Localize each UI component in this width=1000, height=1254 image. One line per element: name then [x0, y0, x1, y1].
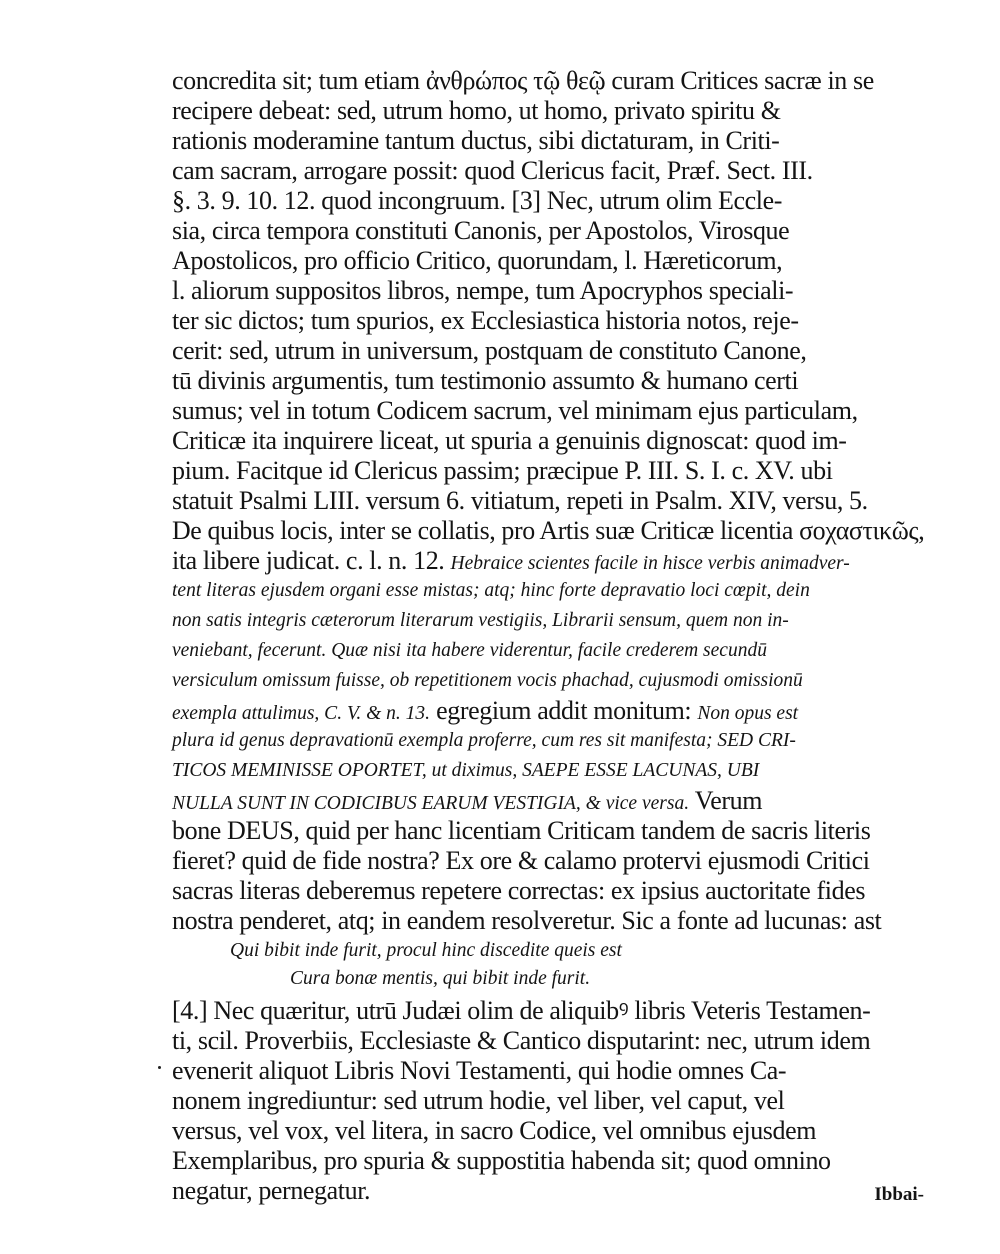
- text-line-5: §. 3. 9. 10. 12. quod incongruum. [3] Nec, utrum olim Eccle-: [172, 186, 782, 215]
- roman-text: egregium addit monitum:: [436, 696, 692, 725]
- text-line-29: nostra penderet, atq; in eandem resolveretur. Sic a fonte ad lucunas: ast: [172, 906, 882, 935]
- text-line-33: ti, scil. Proverbiis, Ecclesiaste & Cantico disputarint: nec, utrum idem: [172, 1026, 871, 1055]
- text-line-9: ter sic dictos; tum spurios, ex Ecclesiastica historia notos, reje-: [172, 306, 799, 335]
- text-line-22: [172, 696, 798, 729]
- text-line-6: sia, circa tempora constituti Canonis, per Apostolos, Virosque: [172, 216, 790, 245]
- roman-text: ita libere judicat. c. l. n. 12.: [172, 546, 445, 575]
- text-line-28: sacras literas deberemus repetere correctas: ex ipsius auctoritate fides: [172, 876, 866, 905]
- text-line-11: tū divinis argumentis, tum testimonio assumto & humano certi: [172, 366, 799, 395]
- text-line-8: l. aliorum suppositos libros, nempe, tum Apocryphos speciali-: [172, 276, 794, 305]
- italic-quote: Hebraice scientes facile in hisce verbis animadver-: [450, 553, 850, 574]
- text-line-2: recipere debeat: sed, utrum homo, ut homo, privato spiritu &: [172, 96, 781, 125]
- roman-text: Verum: [694, 786, 763, 815]
- margin-mark: [158, 1066, 161, 1069]
- italic-line-3: veniebant, fecerunt. Quæ nisi ita habere viderentur, facile crederem secundū: [172, 640, 767, 661]
- text-line-38: negatur, pernegatur.: [172, 1176, 371, 1205]
- text-line-13: Criticæ ita inquirere liceat, ut spuria a genuinis dignoscat: quod im-: [172, 426, 847, 455]
- text-line-4: cam sacram, arrogare possit: quod Clericus facit, Præf. Sect. III.: [172, 156, 813, 185]
- italic-quote: Non opus est: [697, 703, 799, 724]
- italic-quote: NULLA SUNT IN CODICIBUS EARUM VESTIGIA, & vice versa.: [172, 793, 690, 814]
- text-line-10: cerit: sed, utrum in universum, postquam de constituto Canone,: [172, 336, 807, 365]
- text-line-17: [172, 546, 850, 579]
- text-line-36: versus, vel vox, vel litera, in sacro Codice, vel omnibus ejusdem: [172, 1116, 817, 1145]
- text-line-16: De quibus locis, inter se collatis, pro Artis suæ Criticæ licentia σοχαστικῶς,: [172, 516, 925, 545]
- text-line-34: evenerit aliquot Libris Novi Testamenti, qui hodie omnes Ca-: [172, 1056, 787, 1085]
- verse-line-2: Cura bonæ mentis, qui bibit inde furit.: [290, 968, 591, 989]
- text-line-14: pium. Facitque id Clericus passim; præcipue P. III. S. I. c. XV. ubi: [172, 456, 833, 485]
- text-line-25: [172, 786, 762, 819]
- text-line-26: bone DEUS, quid per hanc licentiam Criticam tandem de sacris literis: [172, 816, 871, 845]
- text-line-27: fieret? quid de fide nostra? Ex ore & calamo protervi ejusmodi Critici: [172, 846, 870, 875]
- document-page: [172, 66, 924, 1246]
- text-line-12: sumus; vel in totum Codicem sacrum, vel minimam ejus particulam,: [172, 396, 858, 425]
- text-line-32: [4.] Nec quæritur, utrū Judæi olim de aliquibꝰ libris Veteris Testamen-: [172, 996, 871, 1025]
- verse-line-1: Qui bibit inde furit, procul hinc discedite queis est: [230, 940, 622, 961]
- text-line-1: concredita sit; tum etiam ἀνθρώπος τῷ θεῷ curam Critices sacræ in se: [172, 66, 874, 95]
- text-line-15: statuit Psalmi LIII. versum 6. vitiatum, repeti in Psalm. XIV, versu, 5.: [172, 486, 868, 515]
- text-line-3: rationis moderamine tantum ductus, sibi dictaturam, in Criti-: [172, 126, 780, 155]
- italic-line-1: tent literas ejusdem organi esse mistas; atq; hinc forte depravatio loci cœpit, dein: [172, 580, 810, 601]
- italic-line-4: versiculum omissum fuisse, ob repetitionem vocis phachad, cujusmodi omissionū: [172, 670, 803, 691]
- text-line-37: Exemplaribus, pro spuria & suppostitia habenda sit; quod omnino: [172, 1146, 831, 1175]
- italic-line-2: non satis integris cæterorum literarum vestigiis, Librarii sensum, quem non in-: [172, 610, 789, 631]
- text-line-35: nonem ingrediuntur: sed utrum hodie, vel liber, vel caput, vel: [172, 1086, 785, 1115]
- italic-line-5: plura id genus depravationū exempla proferre, cum res sit manifesta; SED CRI-: [172, 730, 796, 751]
- catchword: Ibbai-: [874, 1184, 924, 1205]
- text-line-7: Apostolicos, pro officio Critico, quorundam, l. Hæreticorum,: [172, 246, 783, 275]
- italic-line-6: TICOS MEMINISSE OPORTET, ut diximus, SAEPE ESSE LACUNAS, UBI: [172, 760, 760, 781]
- italic-quote: exempla attulimus, C. V. & n. 13.: [172, 703, 431, 724]
